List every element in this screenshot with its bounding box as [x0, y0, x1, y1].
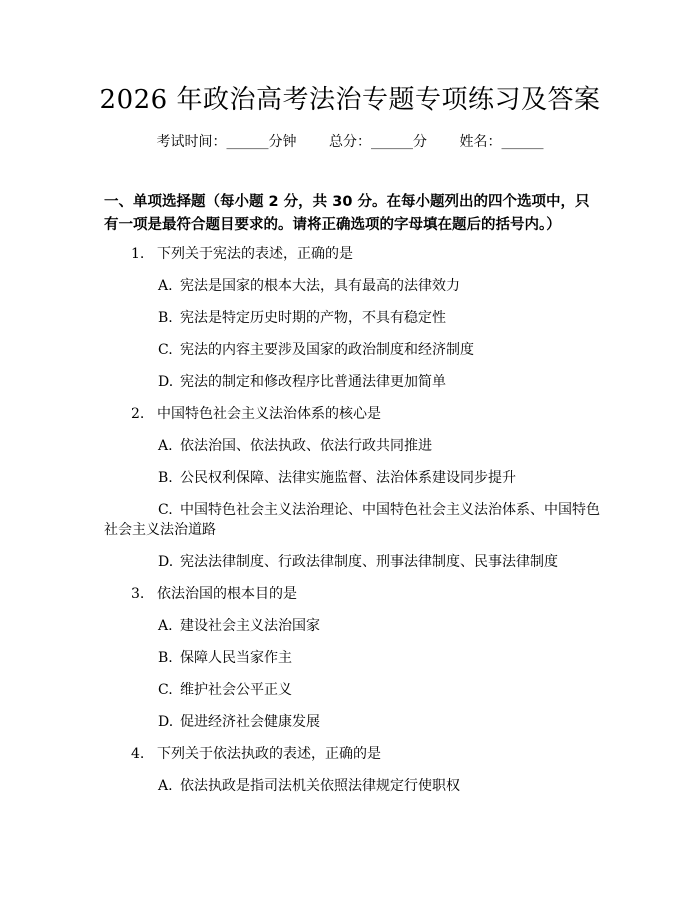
option-text: 建设社会主义法治国家: [180, 618, 320, 634]
section-heading: 一、单项选择题（每小题 2 分，共 30 分。在每小题列出的四个选项中，只有一项是最符合题目要求的。请将正确选项的字母填在题后的括号内。）: [104, 194, 590, 233]
question-1-option-b: [158, 308, 446, 328]
question-3-stem: [131, 584, 297, 604]
question-3-option-d: [158, 712, 320, 732]
option-letter: A.: [158, 618, 173, 634]
option-letter: B.: [158, 310, 173, 326]
question-number: 4.: [131, 746, 145, 762]
option-letter: D.: [158, 374, 174, 390]
option-text: 维护社会公平正义: [180, 682, 292, 698]
option-text: 依法执政是指司法机关依照法律规定行使职权: [180, 778, 460, 794]
option-text: 保障人民当家作主: [180, 650, 292, 666]
option-letter: D.: [158, 714, 174, 730]
question-3-option-a: [158, 616, 320, 636]
option-letter: A.: [158, 438, 173, 454]
option-text: 公民权利保障、法律实施监督、法治体系建设同步提升: [180, 470, 516, 486]
exam-time-field: 考试时间：______分钟: [156, 134, 297, 150]
option-letter: A.: [158, 778, 173, 794]
question-3-option-b: [158, 648, 292, 668]
option-letter: A.: [158, 278, 173, 294]
option-text: 宪法法律制度、行政法律制度、刑事法律制度、民事法律制度: [180, 554, 558, 570]
question-2-option-c: [158, 500, 600, 520]
question-number: 2.: [131, 406, 145, 422]
option-text: 促进经济社会健康发展: [180, 714, 320, 730]
question-number: 3.: [131, 586, 145, 602]
question-1-option-d: [158, 372, 446, 392]
option-letter: B.: [158, 470, 173, 486]
option-letter: B.: [158, 650, 173, 666]
question-1-option-a: [158, 276, 460, 296]
question-text: 下列关于宪法的表述，正确的是: [157, 246, 353, 262]
question-2-stem: [131, 404, 381, 424]
question-text: 下列关于依法执政的表述，正确的是: [157, 746, 381, 762]
question-4-stem: [131, 744, 381, 764]
question-text: 中国特色社会主义法治体系的核心是: [157, 406, 381, 422]
option-letter: D.: [158, 554, 174, 570]
question-3-option-c: [158, 680, 292, 700]
question-2-option-b: [158, 468, 516, 488]
page-title: 2026 年政治高考法治专题专项练习及答案: [99, 85, 601, 115]
option-text: 宪法的制定和修改程序比普通法律更加简单: [180, 374, 446, 390]
option-text: 宪法是特定历史时期的产物，不具有稳定性: [180, 310, 446, 326]
option-letter: C.: [158, 502, 173, 518]
question-1-option-c: [158, 340, 474, 360]
question-2-option-a: [158, 436, 432, 456]
option-text: 宪法的内容主要涉及国家的政治制度和经济制度: [180, 342, 474, 358]
option-letter: C.: [158, 342, 173, 358]
question-text: 依法治国的根本目的是: [157, 586, 297, 602]
question-4-option-a: [158, 776, 460, 796]
question-number: 1.: [131, 246, 145, 262]
option-letter: C.: [158, 682, 173, 698]
question-1-stem: [131, 244, 353, 264]
question-2-option-c-continuation: 社会主义法治道路: [104, 522, 216, 538]
option-text: 中国特色社会主义法治理论、中国特色社会主义法治体系、中国特色: [180, 502, 600, 518]
option-text: 依法治国、依法执政、依法行政共同推进: [180, 438, 432, 454]
exam-meta: [0, 132, 700, 152]
option-text: 宪法是国家的根本大法，具有最高的法律效力: [180, 278, 460, 294]
total-score-field: 总分：______分: [329, 134, 427, 150]
question-2-option-d: [158, 552, 558, 572]
student-name-field: 姓名：______: [459, 134, 544, 150]
